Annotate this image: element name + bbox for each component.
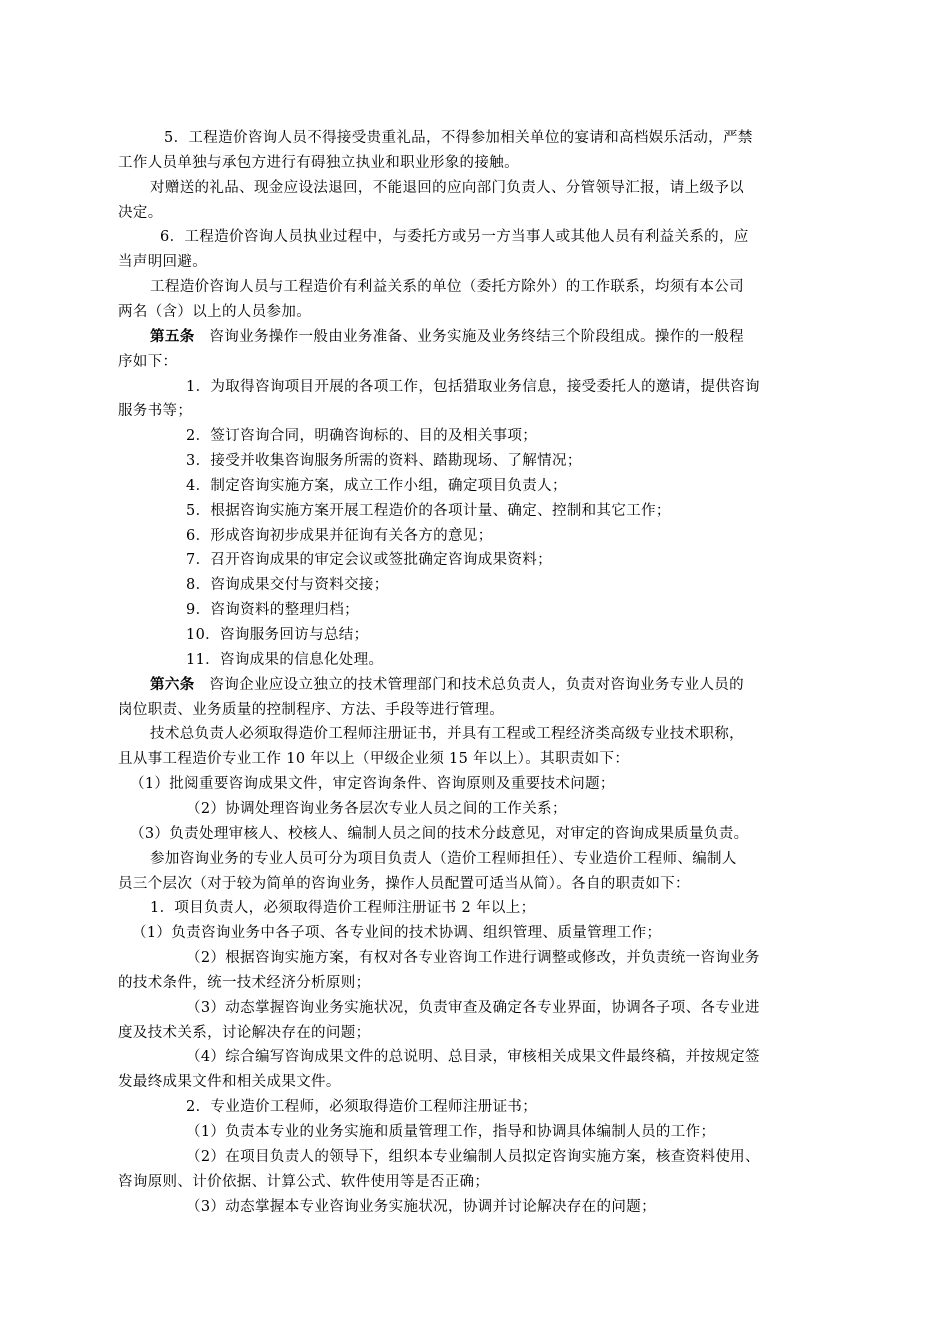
text-line bbox=[186, 1122, 715, 1142]
line-text: 5．工程造价咨询人员不得接受贵重礼品，不得参加相关单位的宴请和高档娱乐活动，严禁 bbox=[164, 130, 753, 146]
text-line bbox=[118, 203, 163, 223]
text-line bbox=[150, 327, 744, 347]
text-line bbox=[118, 874, 690, 894]
text-line bbox=[118, 1072, 341, 1092]
text-line bbox=[186, 1147, 760, 1167]
text-line bbox=[186, 799, 567, 819]
text-line bbox=[150, 178, 744, 198]
text-line bbox=[118, 352, 177, 372]
line-text: （2）在项目负责人的领导下，组织本专业编制人员拟定咨询实施方案，核查资料使用、 bbox=[186, 1148, 760, 1165]
text-line bbox=[186, 650, 383, 670]
line-text: 1．为取得咨询项目开展的各项工作，包括猎取业务信息，接受委托人的邀请，提供咨询 bbox=[186, 378, 760, 395]
line-text: 度及技术关系，讨论解决存在的问题； bbox=[118, 1024, 371, 1041]
text-line bbox=[186, 451, 582, 471]
text-line bbox=[118, 973, 370, 993]
line-text: 且从事工程造价专业工作 10 年以上（甲级企业须 15 年以上）。其职责如下： bbox=[118, 751, 630, 768]
line-text: （3）动态掌握咨询业务实施状况，负责审查及确定各专业界面，协调各子项、各专业进 bbox=[186, 999, 760, 1016]
line-text: 咨询企业应设立独立的技术管理部门和技术总负责人，负责对咨询业务专业人员的 bbox=[194, 676, 745, 693]
text-line bbox=[186, 1047, 760, 1067]
line-text: 发最终成果文件和相关成果文件。 bbox=[118, 1074, 341, 1091]
text-line bbox=[160, 227, 749, 247]
text-line bbox=[130, 824, 748, 844]
article-label: 第六条 bbox=[150, 675, 195, 693]
text-line bbox=[118, 700, 504, 720]
line-text: 2．专业造价工程师，必须取得造价工程师注册证书； bbox=[186, 1099, 538, 1116]
text-line bbox=[186, 377, 760, 397]
line-text: 6．形成咨询初步成果并征询有关各方的意见； bbox=[186, 527, 493, 544]
line-text: 对赠送的礼品、现金应设法退回，不能退回的应向部门负责人、分管领导汇报，请上级予以 bbox=[150, 179, 744, 196]
text-line bbox=[186, 948, 760, 968]
text-line bbox=[186, 600, 359, 620]
line-text: 序如下： bbox=[118, 353, 178, 370]
line-text: 工程造价咨询人员与工程造价有利益关系的单位（委托方除外）的工作联系，均须有本公司 bbox=[150, 279, 744, 296]
text-line bbox=[186, 550, 552, 570]
line-text: （1）负责本专业的业务实施和质量管理工作，指导和协调具体编制人员的工作； bbox=[186, 1124, 716, 1140]
line-text: （4）综合编写咨询成果文件的总说明、总目录，审核相关成果文件最终稿，并按规定签 bbox=[186, 1049, 760, 1066]
text-line bbox=[186, 426, 537, 446]
text-line bbox=[118, 252, 207, 272]
line-text: 7．召开咨询成果的审定会议或签批确定咨询成果资料； bbox=[186, 552, 552, 569]
line-text: 咨询业务操作一般由业务准备、业务实施及业务终结三个阶段组成。操作的一般程 bbox=[194, 328, 745, 345]
text-line bbox=[186, 1097, 537, 1117]
text-line bbox=[186, 1197, 656, 1217]
line-text: 6．工程造价咨询人员执业过程中，与委托方或另一方当事人或其他人员有利益关系的，应 bbox=[160, 229, 749, 246]
line-text: 员三个层次（对于较为简单的咨询业务，操作人员配置可适当从简）。各自的职责如下： bbox=[118, 875, 690, 892]
line-text: 两名（含）以上的人员参加。 bbox=[118, 303, 312, 320]
line-text: 4．制定咨询实施方案，成立工作小组，确定项目负责人； bbox=[186, 477, 567, 494]
line-text: 5．根据咨询实施方案开展工程造价的各项计量、确定、控制和其它工作； bbox=[186, 502, 671, 519]
line-text: 决定。 bbox=[118, 204, 163, 221]
line-text: 8．咨询成果交付与资料交接； bbox=[186, 577, 389, 594]
text-line bbox=[186, 625, 369, 645]
line-text: 当声明回避。 bbox=[118, 254, 208, 271]
text-line bbox=[118, 1023, 370, 1043]
line-text: （3）负责处理审核人、校核人、编制人员之间的技术分歧意见，对审定的咨询成果质量负责。 bbox=[130, 825, 749, 842]
text-line bbox=[150, 277, 744, 297]
text-line bbox=[150, 898, 535, 918]
text-line bbox=[130, 774, 615, 794]
text-line bbox=[186, 476, 567, 496]
text-line bbox=[118, 153, 519, 173]
text-line bbox=[118, 749, 629, 769]
line-text: 服务书等； bbox=[118, 403, 193, 420]
text-line bbox=[186, 575, 389, 595]
text-line bbox=[150, 675, 744, 695]
text-line bbox=[150, 849, 737, 869]
line-text: 11．咨询成果的信息化处理。 bbox=[186, 651, 384, 668]
text-line bbox=[186, 501, 671, 521]
line-text: （1）批阅重要咨询成果文件，审定咨询条件、咨询原则及重要技术问题； bbox=[130, 776, 615, 793]
line-text: 咨询原则、计价依据、计算公式、软件使用等是否正确； bbox=[118, 1173, 490, 1190]
line-text: （3）动态掌握本专业咨询业务实施状况，协调并讨论解决存在的问题； bbox=[186, 1198, 656, 1215]
text-line bbox=[186, 998, 760, 1018]
line-text: 技术总负责人必须取得造价工程师注册证书，并具有工程或工程经济类高级专业技术职称， bbox=[150, 726, 744, 743]
text-line bbox=[132, 923, 661, 943]
line-text: 岗位职责、业务质量的控制程序、方法、手段等进行管理。 bbox=[118, 701, 505, 718]
text-line bbox=[118, 302, 311, 322]
line-text: （2）协调处理咨询业务各层次专业人员之间的工作关系； bbox=[186, 800, 567, 817]
line-text: 工作人员单独与承包方进行有碍独立执业和职业形象的接触。 bbox=[118, 154, 519, 171]
line-text: 10．咨询服务回访与总结； bbox=[186, 627, 369, 643]
line-text: 3．接受并收集咨询服务所需的资料、踏勘现场、了解情况； bbox=[186, 453, 582, 470]
text-line bbox=[150, 724, 744, 744]
line-text: 1．项目负责人，必须取得造价工程师注册证书 2 年以上； bbox=[150, 900, 536, 917]
line-text: 2．签订咨询合同，明确咨询标的、目的及相关事项； bbox=[186, 428, 538, 445]
line-text: 9．咨询资料的整理归档； bbox=[186, 602, 359, 619]
text-line bbox=[118, 1172, 489, 1192]
text-line bbox=[164, 128, 753, 148]
line-text: 参加咨询业务的专业人员可分为项目负责人（造价工程师担任）、专业造价工程师、编制人 bbox=[150, 850, 737, 867]
text-line bbox=[118, 401, 192, 421]
article-label: 第五条 bbox=[150, 327, 195, 345]
line-text: 的技术条件，统一技术经济分析原则； bbox=[118, 974, 371, 991]
line-text: （2）根据咨询实施方案，有权对各专业咨询工作进行调整或修改，并负责统一咨询业务 bbox=[186, 950, 760, 967]
text-line bbox=[186, 526, 493, 546]
line-text: （1）负责咨询业务中各子项、各专业间的技术协调、组织管理、质量管理工作； bbox=[132, 925, 662, 942]
